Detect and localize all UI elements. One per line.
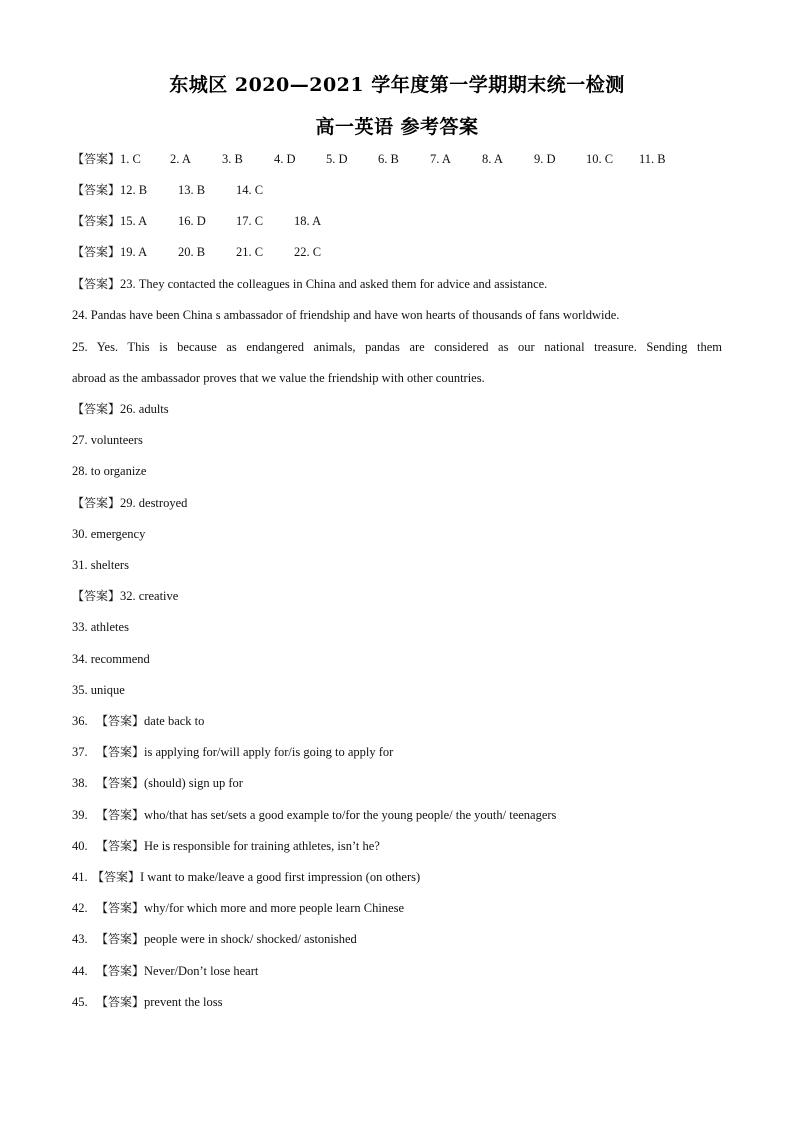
answer-text: people were in shock/ shocked/ astonished: [144, 932, 357, 946]
mc-answer: 6. B: [378, 152, 399, 166]
mc-answer: 3. B: [222, 152, 243, 166]
answer-text: who/that has set/sets a good example to/for the young people/ the youth/ teenagers: [144, 808, 557, 822]
question-number: 37.: [72, 745, 88, 759]
answer-tag: 【答案】: [96, 964, 145, 978]
answer-text: He is responsible for training athletes, isn’t he?: [144, 839, 380, 853]
answer-tag: 【答案】: [96, 714, 145, 728]
phrase-answer-44: [72, 963, 258, 979]
phrase-answer-42: [72, 900, 404, 916]
mc-row-2: [72, 182, 294, 198]
mc-answer: 15. A: [120, 214, 148, 228]
blank-answer-30: 30. emergency: [72, 527, 146, 541]
question-number: 36.: [72, 714, 88, 728]
question-number: 42.: [72, 901, 88, 915]
answer-tag: 【答案】: [72, 589, 121, 603]
mc-answer: 22. C: [294, 245, 322, 259]
mc-row-4: [72, 244, 352, 260]
blank-answer-32: [72, 588, 178, 604]
answer-tag: 【答案】: [72, 214, 121, 228]
answer-text: why/for which more and more people learn Chinese: [144, 901, 405, 915]
blank-answer-34: 34. recommend: [72, 652, 150, 666]
answer-text: date back to: [144, 714, 205, 728]
question-number: 44.: [72, 964, 88, 978]
phrase-answer-36: [72, 713, 204, 729]
answer-tag: 【答案】: [92, 870, 141, 884]
phrase-answer-43: [72, 931, 357, 947]
mc-answer: 21. C: [236, 245, 264, 259]
answer-tag: 【答案】: [72, 496, 121, 510]
mc-answer: 10. C: [586, 152, 614, 166]
answer-text: I want to make/leave a good first impression (on others): [140, 870, 421, 884]
answer-text: 29. destroyed: [120, 496, 188, 510]
mc-answer: 8. A: [482, 152, 503, 166]
blank-answer-28: 28. to organize: [72, 464, 147, 478]
answer-tag: 【答案】: [72, 152, 121, 166]
answer-tag: 【答案】: [72, 245, 121, 259]
answer-text: (should) sign up for: [144, 776, 243, 790]
answer-tag: 【答案】: [96, 839, 145, 853]
mc-answer: 13. B: [178, 183, 206, 197]
answer-tag: 【答案】: [96, 995, 145, 1009]
page-title: 东城区 2020—2021 学年度第一学期期末统一检测: [169, 74, 625, 96]
blank-answer-29: [72, 495, 187, 511]
mc-answer: 11. B: [639, 152, 666, 166]
mc-row-1: [72, 151, 679, 167]
question-number: 38.: [72, 776, 88, 790]
mc-answer: 17. C: [236, 214, 264, 228]
mc-answer: 1. C: [120, 152, 141, 166]
mc-answer: 14. C: [236, 183, 264, 197]
answer-tag: 【答案】: [72, 402, 121, 416]
reading-answer-25-line-2: abroad as the ambassador proves that we value the friendship with other countries.: [72, 371, 485, 385]
mc-answer: 4. D: [274, 152, 296, 166]
phrase-answer-41: [72, 869, 420, 885]
question-number: 40.: [72, 839, 88, 853]
blank-answer-35: 35. unique: [72, 683, 125, 697]
reading-answer-24: 24. Pandas have been China s ambassador of friendship and have won hearts of thousands of fans worldwide.: [72, 308, 620, 322]
question-number: 39.: [72, 808, 88, 822]
answer-tag: 【答案】: [72, 183, 121, 197]
phrase-answer-45: [72, 994, 222, 1010]
answer-tag: 【答案】: [96, 932, 145, 946]
answer-tag: 【答案】: [96, 745, 145, 759]
blank-answer-33: 33. athletes: [72, 620, 129, 634]
answer-text: is applying for/will apply for/is going to apply for: [144, 745, 394, 759]
answer-tag: 【答案】: [96, 808, 145, 822]
mc-answer: 9. D: [534, 152, 556, 166]
answer-tag: 【答案】: [72, 277, 121, 291]
mc-answer: 20. B: [178, 245, 206, 259]
mc-answer: 12. B: [120, 183, 148, 197]
answer-text: 23. They contacted the colleagues in China and asked them for advice and assistance.: [120, 277, 548, 291]
blank-answer-27: 27. volunteers: [72, 433, 143, 447]
mc-answer: 18. A: [294, 214, 322, 228]
mc-answer: 16. D: [178, 214, 206, 228]
reading-answer-25-line-1: 25. Yes. This is because as endangered animals, pandas are considered as our national treasure. Sending them: [72, 340, 722, 354]
answer-text: 32. creative: [120, 589, 179, 603]
blank-answer-26: [72, 401, 169, 417]
phrase-answer-39: [72, 807, 556, 823]
blank-answer-31: 31. shelters: [72, 558, 129, 572]
mc-answer: 19. A: [120, 245, 148, 259]
question-number: 43.: [72, 932, 88, 946]
question-number: 41.: [72, 870, 88, 884]
answer-tag: 【答案】: [96, 776, 145, 790]
answer-tag: 【答案】: [96, 901, 145, 915]
answer-text: prevent the loss: [144, 995, 223, 1009]
answer-text: Never/Don’t lose heart: [144, 964, 259, 978]
mc-answer: 7. A: [430, 152, 451, 166]
page-subtitle: 高一英语 参考答案: [315, 116, 479, 138]
question-number: 45.: [72, 995, 88, 1009]
mc-answer: 2. A: [170, 152, 191, 166]
mc-row-3: [72, 213, 352, 229]
phrase-answer-40: [72, 838, 380, 854]
reading-answer-23: [72, 276, 547, 292]
phrase-answer-37: [72, 744, 393, 760]
answer-text: 26. adults: [120, 402, 169, 416]
mc-answer: 5. D: [326, 152, 348, 166]
phrase-answer-38: [72, 775, 243, 791]
